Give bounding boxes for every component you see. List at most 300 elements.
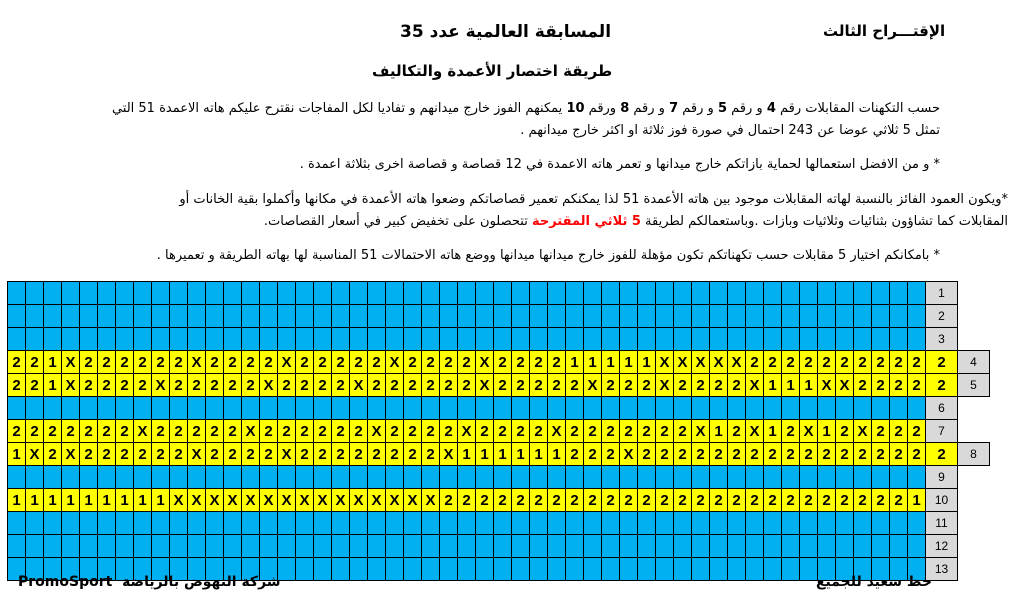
row-number: 8 <box>958 443 990 466</box>
grid-cell <box>692 466 710 489</box>
grid-cell <box>674 466 692 489</box>
grid-cell: 2 <box>62 420 80 443</box>
grid-cell <box>458 466 476 489</box>
grid-cell <box>206 466 224 489</box>
grid-cell: 1 <box>476 443 494 466</box>
grid-row-6 <box>8 397 990 420</box>
grid-cell: 2 <box>530 374 548 397</box>
grid-cell <box>332 535 350 558</box>
grid-cell <box>854 466 872 489</box>
grid-cell <box>422 305 440 328</box>
grid-cell: 2 <box>278 420 296 443</box>
grid-cell: 2 <box>548 489 566 512</box>
grid-cell: 2 <box>188 374 206 397</box>
grid-cell <box>620 558 638 581</box>
grid-cell <box>332 282 350 305</box>
grid-cell: 2 <box>98 443 116 466</box>
grid-cell: 2 <box>584 443 602 466</box>
grid-cell <box>818 282 836 305</box>
grid-cell <box>386 512 404 535</box>
grid-cell <box>224 397 242 420</box>
grid-cell <box>494 466 512 489</box>
grid-cell <box>26 512 44 535</box>
grid-cell: 2 <box>782 489 800 512</box>
grid-cell: 1 <box>44 489 62 512</box>
grid-cell: X <box>152 374 170 397</box>
grid-cell: 2 <box>170 420 188 443</box>
grid-cell <box>674 282 692 305</box>
p1-number: 10 <box>566 101 585 116</box>
grid-cell: 1 <box>620 351 638 374</box>
grid-cell <box>404 535 422 558</box>
grid-cell <box>548 466 566 489</box>
grid-cell <box>206 305 224 328</box>
grid-cell <box>314 558 332 581</box>
grid-cell <box>242 535 260 558</box>
grid-cell: 2 <box>728 489 746 512</box>
grid-cell <box>386 397 404 420</box>
grid-cell <box>206 282 224 305</box>
grid-cell: 1 <box>764 374 782 397</box>
grid-cell <box>602 558 620 581</box>
grid-cell <box>728 328 746 351</box>
grid-cell <box>908 512 926 535</box>
grid-cell <box>602 397 620 420</box>
grid-cell: 2 <box>206 420 224 443</box>
grid-cell <box>224 466 242 489</box>
grid-cell <box>638 282 656 305</box>
grid-cell <box>62 397 80 420</box>
grid-cell <box>242 512 260 535</box>
grid-cell <box>818 328 836 351</box>
grid-cell <box>368 512 386 535</box>
grid-cell: 2 <box>620 420 638 443</box>
grid-cell <box>98 397 116 420</box>
grid-cell <box>872 282 890 305</box>
grid-cell <box>116 535 134 558</box>
grid-cell: X <box>620 443 638 466</box>
grid-cell: X <box>656 351 674 374</box>
grid-cell: X <box>278 443 296 466</box>
grid-cell <box>800 305 818 328</box>
grid-cell <box>692 282 710 305</box>
grid-cell <box>674 305 692 328</box>
grid-cell: 2 <box>674 489 692 512</box>
grid-cell: 2 <box>242 374 260 397</box>
grid-cell <box>836 397 854 420</box>
grid-cell <box>368 535 386 558</box>
grid-cell: 2 <box>638 374 656 397</box>
grid-cell <box>116 282 134 305</box>
grid-cell <box>80 305 98 328</box>
page-subtitle: طريقة اختصار الأعمدة والتكاليف <box>372 62 613 80</box>
grid-cell: X <box>242 489 260 512</box>
grid-cell: 2 <box>350 443 368 466</box>
grid-cell: 2 <box>80 351 98 374</box>
grid-cell <box>206 397 224 420</box>
grid-cell <box>296 305 314 328</box>
grid-cell: 2 <box>836 351 854 374</box>
grid-cell: 1 <box>80 489 98 512</box>
grid-cell <box>314 535 332 558</box>
grid-cell <box>386 558 404 581</box>
grid-cell: 2 <box>818 443 836 466</box>
grid-cell: 2 <box>422 420 440 443</box>
grid-cell: X <box>170 489 188 512</box>
grid-cell: X <box>278 489 296 512</box>
grid-cell <box>656 282 674 305</box>
grid-cell <box>296 282 314 305</box>
grid-cell <box>854 512 872 535</box>
grid-cell <box>296 466 314 489</box>
grid-cell <box>26 328 44 351</box>
grid-cell <box>314 466 332 489</box>
grid-cell <box>782 535 800 558</box>
grid-cell: 1 <box>152 489 170 512</box>
grid-cell <box>872 328 890 351</box>
grid-cell <box>332 512 350 535</box>
grid-cell <box>242 328 260 351</box>
grid-cell: 1 <box>908 489 926 512</box>
proposal-label: الإقتـــراح الثالث <box>823 22 946 40</box>
grid-cell <box>134 305 152 328</box>
grid-cell <box>602 535 620 558</box>
grid-cell <box>8 305 26 328</box>
grid-cell <box>782 558 800 581</box>
grid-cell: 2 <box>926 443 958 466</box>
grid-cell <box>98 535 116 558</box>
grid-cell: 2 <box>26 351 44 374</box>
grid-cell: 2 <box>836 443 854 466</box>
grid-cell: 2 <box>764 443 782 466</box>
grid-cell <box>800 282 818 305</box>
grid-cell: 2 <box>116 351 134 374</box>
grid-cell: 2 <box>116 443 134 466</box>
grid-cell: X <box>242 420 260 443</box>
grid-cell: X <box>260 374 278 397</box>
grid-cell: 2 <box>134 374 152 397</box>
grid-cell <box>458 558 476 581</box>
p1-text-b: و رقم <box>727 101 767 116</box>
grid-cell <box>638 397 656 420</box>
grid-cell: 2 <box>656 489 674 512</box>
grid-cell: 2 <box>566 374 584 397</box>
grid-cell <box>656 535 674 558</box>
grid-cell <box>170 535 188 558</box>
row-number: 11 <box>926 512 958 535</box>
grid-cell <box>134 328 152 351</box>
grid-cell: X <box>548 420 566 443</box>
grid-cell: 2 <box>170 351 188 374</box>
grid-cell: 2 <box>566 420 584 443</box>
grid-cell <box>710 305 728 328</box>
grid-cell <box>8 397 26 420</box>
grid-cell <box>584 305 602 328</box>
grid-cell <box>368 328 386 351</box>
grid-cell <box>224 305 242 328</box>
grid-cell <box>278 305 296 328</box>
grid-cell <box>620 397 638 420</box>
grid-cell <box>296 535 314 558</box>
grid-cell <box>890 397 908 420</box>
grid-cell: 1 <box>818 420 836 443</box>
grid-cell: 2 <box>440 489 458 512</box>
grid-cell <box>386 466 404 489</box>
grid-cell: 2 <box>890 443 908 466</box>
grid-cell: X <box>368 420 386 443</box>
grid-cell: 2 <box>26 420 44 443</box>
grid-cell <box>530 558 548 581</box>
grid-cell <box>170 466 188 489</box>
grid-cell <box>260 397 278 420</box>
grid-cell <box>98 466 116 489</box>
grid-cell <box>746 282 764 305</box>
grid-cell <box>368 305 386 328</box>
grid-cell: 2 <box>908 374 926 397</box>
grid-cell <box>152 305 170 328</box>
grid-cell: 2 <box>836 489 854 512</box>
grid-cell: 2 <box>854 489 872 512</box>
grid-cell: 2 <box>620 374 638 397</box>
grid-cell: 2 <box>908 443 926 466</box>
grid-cell <box>782 397 800 420</box>
grid-cell <box>512 512 530 535</box>
grid-cell <box>188 305 206 328</box>
grid-cell <box>602 282 620 305</box>
grid-cell <box>674 512 692 535</box>
grid-cell: 2 <box>476 420 494 443</box>
grid-cell: 2 <box>314 351 332 374</box>
grid-cell <box>80 535 98 558</box>
grid-cell <box>404 558 422 581</box>
grid-cell: 2 <box>548 374 566 397</box>
grid-cell <box>458 535 476 558</box>
grid-cell <box>530 305 548 328</box>
grid-cell: 2 <box>602 374 620 397</box>
grid-cell: 2 <box>404 420 422 443</box>
grid-cell: 2 <box>152 351 170 374</box>
grid-cell <box>422 535 440 558</box>
grid-cell: 2 <box>242 443 260 466</box>
grid-cell: 2 <box>98 420 116 443</box>
grid-cell <box>908 397 926 420</box>
grid-cell <box>386 282 404 305</box>
grid-cell <box>440 512 458 535</box>
grid-cell <box>638 328 656 351</box>
grid-cell <box>872 512 890 535</box>
grid-cell <box>854 397 872 420</box>
grid-cell <box>350 328 368 351</box>
grid-cell: 2 <box>440 351 458 374</box>
grid-cell <box>908 282 926 305</box>
grid-cell <box>890 466 908 489</box>
grid-cell <box>188 512 206 535</box>
grid-cell <box>8 466 26 489</box>
grid-cell <box>836 328 854 351</box>
grid-cell: 1 <box>44 374 62 397</box>
grid-cell <box>584 512 602 535</box>
grid-cell <box>350 558 368 581</box>
grid-cell <box>332 558 350 581</box>
grid-cell <box>314 397 332 420</box>
grid-cell: 2 <box>260 351 278 374</box>
grid-cell: 1 <box>530 443 548 466</box>
grid-cell <box>818 535 836 558</box>
grid-cell <box>800 512 818 535</box>
grid-cell: 2 <box>710 489 728 512</box>
grid-cell <box>728 466 746 489</box>
grid-cell <box>638 558 656 581</box>
grid-cell <box>260 305 278 328</box>
grid-cell <box>764 282 782 305</box>
grid-cell <box>170 328 188 351</box>
grid-cell <box>494 512 512 535</box>
grid-cell <box>188 282 206 305</box>
grid-cell <box>116 512 134 535</box>
p3-highlight: 5 ثلاثي المقترحة <box>531 214 641 229</box>
grid-cell <box>80 328 98 351</box>
grid-cell: 2 <box>458 351 476 374</box>
grid-cell <box>26 535 44 558</box>
grid-cell <box>440 328 458 351</box>
grid-cell <box>80 397 98 420</box>
grid-cell <box>566 305 584 328</box>
row-number: 13 <box>926 558 958 581</box>
grid-cell: X <box>440 443 458 466</box>
grid-cell: 2 <box>494 489 512 512</box>
grid-cell: 1 <box>8 443 26 466</box>
grid-cell <box>566 558 584 581</box>
grid-cell: 2 <box>746 489 764 512</box>
grid-cell <box>80 512 98 535</box>
grid-cell <box>728 535 746 558</box>
grid-cell <box>512 535 530 558</box>
grid-cell <box>332 328 350 351</box>
grid-cell <box>80 282 98 305</box>
grid-cell <box>44 282 62 305</box>
grid-cell: 2 <box>440 374 458 397</box>
grid-cell <box>332 397 350 420</box>
grid-cell: X <box>350 489 368 512</box>
row-number: 4 <box>958 351 990 374</box>
grid-cell <box>260 466 278 489</box>
grid-cell: 2 <box>512 420 530 443</box>
grid-cell <box>764 535 782 558</box>
grid-cell <box>818 512 836 535</box>
grid-cell: 2 <box>602 420 620 443</box>
grid-cell <box>764 397 782 420</box>
grid-cell <box>224 328 242 351</box>
grid-cell <box>566 397 584 420</box>
grid-cell <box>44 305 62 328</box>
grid-cell: 2 <box>224 443 242 466</box>
grid-cell <box>692 328 710 351</box>
grid-cell: X <box>26 443 44 466</box>
grid-cell: X <box>728 351 746 374</box>
grid-cell <box>458 282 476 305</box>
grid-cell: 1 <box>134 489 152 512</box>
grid-cell: 2 <box>80 420 98 443</box>
grid-cell: 1 <box>602 351 620 374</box>
grid-cell: 2 <box>170 443 188 466</box>
grid-cell <box>548 558 566 581</box>
grid-cell <box>26 466 44 489</box>
grid-cell <box>386 305 404 328</box>
grid-cell <box>296 558 314 581</box>
grid-cell: 2 <box>458 489 476 512</box>
p1-number: 8 <box>620 101 630 116</box>
p1-text-e: ورقم <box>584 101 621 116</box>
grid-cell <box>98 328 116 351</box>
grid-cell <box>134 466 152 489</box>
grid-cell <box>512 397 530 420</box>
grid-cell: 1 <box>710 420 728 443</box>
grid-cell: X <box>314 489 332 512</box>
grid-cell <box>818 305 836 328</box>
grid-cell <box>242 466 260 489</box>
grid-cell: 2 <box>764 351 782 374</box>
p1-text-f: يمكنهم الفوز خارج ميدانهم و تفاديا لكل المفاجات نقترح عليكم هاته الاعمدة 51 التي <box>111 101 567 116</box>
grid-cell: 2 <box>350 420 368 443</box>
grid-cell: 2 <box>674 420 692 443</box>
grid-cell: 2 <box>674 374 692 397</box>
grid-cell: 2 <box>260 420 278 443</box>
grid-cell: 2 <box>8 420 26 443</box>
grid-cell <box>872 397 890 420</box>
footer-company <box>18 574 281 590</box>
grid-cell <box>908 466 926 489</box>
grid-cell <box>278 282 296 305</box>
grid-cell <box>134 535 152 558</box>
grid-cell <box>908 328 926 351</box>
grid-cell: 2 <box>854 351 872 374</box>
grid-cell: 2 <box>890 351 908 374</box>
grid-cell <box>890 305 908 328</box>
grid-cell: 2 <box>512 351 530 374</box>
row-number: 7 <box>926 420 958 443</box>
grid-cell: 2 <box>728 443 746 466</box>
grid-cell: 1 <box>638 351 656 374</box>
grid-cell: 2 <box>80 374 98 397</box>
grid-cell <box>422 397 440 420</box>
grid-cell: X <box>746 420 764 443</box>
grid-cell: X <box>584 374 602 397</box>
grid-cell <box>260 512 278 535</box>
grid-cell <box>170 512 188 535</box>
grid-cell: 2 <box>296 420 314 443</box>
grid-cell: 2 <box>530 351 548 374</box>
grid-cell <box>296 328 314 351</box>
grid-cell: 2 <box>116 420 134 443</box>
grid-cell <box>890 512 908 535</box>
grid-cell <box>908 535 926 558</box>
grid-cell <box>746 328 764 351</box>
grid-cell <box>80 466 98 489</box>
columns-grid <box>7 281 990 581</box>
grid-cell: 2 <box>152 443 170 466</box>
p1-number: 5 <box>717 101 728 116</box>
grid-cell <box>350 305 368 328</box>
grid-cell: 1 <box>458 443 476 466</box>
paragraph-1-line-2: تمثل 5 ثلاثي عوضا عن 243 احتمال في صورة فوز ثلاثة او اكثر خارج ميدانهم . <box>520 123 940 138</box>
grid-cell: 2 <box>782 443 800 466</box>
grid-cell: 2 <box>494 420 512 443</box>
grid-cell <box>188 535 206 558</box>
grid-cell <box>854 328 872 351</box>
grid-cell: X <box>350 374 368 397</box>
grid-cell <box>350 535 368 558</box>
grid-cell: 2 <box>404 374 422 397</box>
